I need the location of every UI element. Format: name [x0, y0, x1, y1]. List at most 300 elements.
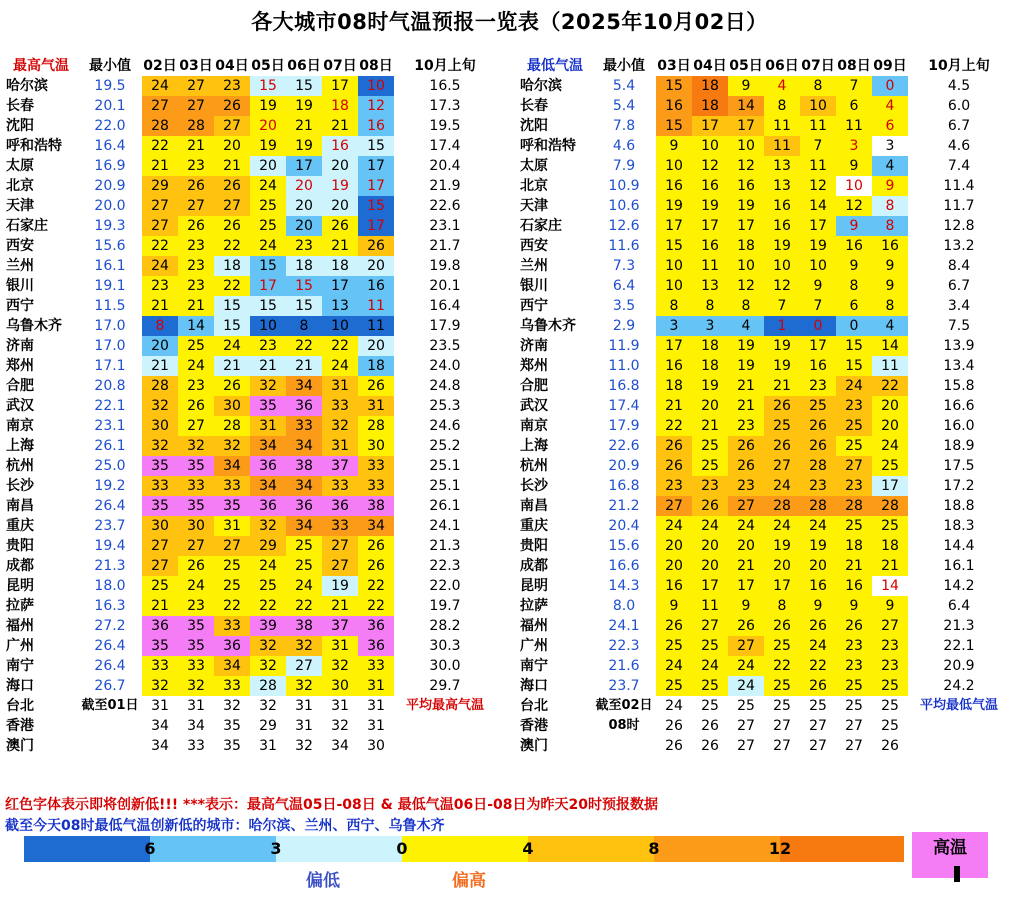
- temp-cell: 7: [800, 296, 836, 316]
- temp-cell: 27: [800, 736, 836, 756]
- temp-cell: 20: [214, 136, 250, 156]
- temp-cell: 24: [214, 336, 250, 356]
- temp-cell: 21: [286, 116, 322, 136]
- temp-cell: 9: [728, 76, 764, 96]
- avg-value: 25.2: [429, 438, 461, 454]
- temp-cell: 3: [692, 316, 728, 336]
- table-row: [518, 136, 1010, 156]
- min-value: [78, 716, 142, 736]
- temp-cell: 25: [250, 196, 286, 216]
- temp-cell: 12: [764, 276, 800, 296]
- table-row: [518, 96, 1010, 116]
- max-temperature-table: [4, 56, 496, 756]
- temp-cell: 31: [142, 696, 178, 716]
- min-value: 20.8: [94, 378, 126, 394]
- avg-value: 7.5: [947, 318, 971, 334]
- temp-cell: 19: [322, 176, 358, 196]
- table-row: [518, 716, 1010, 736]
- city-name: 南宁: [520, 658, 548, 674]
- temp-cell: 22: [800, 656, 836, 676]
- header-day: 07日: [323, 58, 357, 74]
- table-row: [518, 676, 1010, 696]
- temp-cell: 17: [728, 216, 764, 236]
- min-value: 7.3: [612, 258, 636, 274]
- temp-cell: 25: [836, 676, 872, 696]
- avg-value: [394, 716, 496, 736]
- avg-value: 30.0: [429, 658, 461, 674]
- temp-cell: 17: [250, 276, 286, 296]
- temp-cell: 13: [764, 156, 800, 176]
- temp-cell: 24: [728, 676, 764, 696]
- temp-cell: 24: [764, 516, 800, 536]
- temp-cell: 16: [656, 576, 692, 596]
- temp-cell: 26: [800, 676, 836, 696]
- min-value: 3.5: [612, 298, 636, 314]
- temp-cell: 27: [178, 536, 214, 556]
- temp-cell: 13: [322, 296, 358, 316]
- table-row: [4, 496, 496, 516]
- min-value: 2.9: [612, 318, 636, 334]
- avg-value: 4.6: [947, 138, 971, 154]
- table-row: [4, 376, 496, 396]
- temp-cell: 28: [836, 496, 872, 516]
- temp-cell: 35: [178, 616, 214, 636]
- temp-cell: 26: [764, 436, 800, 456]
- temp-cell: 26: [358, 236, 394, 256]
- city-name: 银川: [520, 278, 548, 294]
- city-name: 沈阳: [520, 118, 548, 134]
- temp-cell: 12: [836, 196, 872, 216]
- temp-cell: 7: [764, 296, 800, 316]
- temp-cell: 16: [800, 356, 836, 376]
- min-value: 17.0: [94, 318, 126, 334]
- temp-cell: 23: [872, 656, 908, 676]
- avg-value: 22.1: [943, 638, 975, 654]
- temp-cell: 32: [286, 636, 322, 656]
- temp-cell: 31: [250, 416, 286, 436]
- temp-cell: 36: [142, 616, 178, 636]
- temp-cell: 9: [872, 276, 908, 296]
- temp-cell: 24: [728, 516, 764, 536]
- temp-cell: 28: [872, 496, 908, 516]
- temp-cell: 15: [656, 76, 692, 96]
- table-row: [4, 516, 496, 536]
- temp-cell: 26: [800, 416, 836, 436]
- temp-cell: 18: [692, 356, 728, 376]
- city-name: 杭州: [6, 458, 34, 474]
- temp-cell: 9: [656, 136, 692, 156]
- avg-value: 29.7: [429, 678, 461, 694]
- temp-cell: 15: [286, 76, 322, 96]
- temp-cell: 24: [142, 76, 178, 96]
- city-name: 上海: [520, 438, 548, 454]
- temp-cell: 8: [286, 316, 322, 336]
- avg-value: 19.7: [429, 598, 461, 614]
- table-row: [4, 236, 496, 256]
- temp-cell: 21: [214, 356, 250, 376]
- avg-value: 26.1: [429, 498, 461, 514]
- temp-cell: 8: [764, 96, 800, 116]
- min-value: 16.8: [608, 378, 640, 394]
- temp-cell: 21: [728, 556, 764, 576]
- temp-cell: 21: [178, 136, 214, 156]
- header-day: 08日: [837, 58, 871, 74]
- min-value: 26.4: [94, 658, 126, 674]
- temp-cell: 25: [872, 676, 908, 696]
- temp-cell: 23: [836, 396, 872, 416]
- temp-cell: 4: [872, 96, 908, 116]
- temp-cell: 24: [656, 696, 692, 716]
- temp-cell: 25: [836, 516, 872, 536]
- temp-cell: 29: [250, 536, 286, 556]
- table-row: [4, 456, 496, 476]
- min-value: [592, 736, 656, 756]
- temp-cell: 14: [800, 196, 836, 216]
- city-name: 太原: [6, 158, 34, 174]
- header-day: 07日: [801, 58, 835, 74]
- avg-value: 11.4: [943, 178, 975, 194]
- temp-cell: 34: [214, 656, 250, 676]
- min-value: 8.0: [612, 598, 636, 614]
- temp-cell: 10: [764, 256, 800, 276]
- temp-cell: 11: [692, 596, 728, 616]
- avg-value: 18.8: [943, 498, 975, 514]
- temp-cell: 34: [178, 716, 214, 736]
- temp-cell: 12: [692, 156, 728, 176]
- temp-cell: 6: [872, 116, 908, 136]
- table-row: [518, 636, 1010, 656]
- table-row: [4, 656, 496, 676]
- city-name: 呼和浩特: [6, 138, 62, 154]
- temp-cell: 33: [178, 736, 214, 756]
- min-value: 16.8: [608, 478, 640, 494]
- table-row: [4, 676, 496, 696]
- avg-value: [908, 736, 1010, 756]
- temp-cell: 7: [836, 76, 872, 96]
- table-row: [518, 396, 1010, 416]
- temp-cell: 25: [250, 216, 286, 236]
- temp-cell: 20: [322, 156, 358, 176]
- avg-value: 13.2: [943, 238, 975, 254]
- temp-cell: 17: [358, 156, 394, 176]
- min-value: 22.1: [94, 398, 126, 414]
- city-name: 成都: [6, 558, 34, 574]
- temp-cell: 27: [214, 536, 250, 556]
- temp-cell: 33: [322, 516, 358, 536]
- temp-cell: 28: [764, 496, 800, 516]
- temp-cell: 32: [286, 676, 322, 696]
- temp-cell: 27: [178, 196, 214, 216]
- temp-cell: 22: [250, 596, 286, 616]
- city-name: 福州: [6, 618, 34, 634]
- temp-cell: 36: [250, 456, 286, 476]
- temp-cell: 19: [692, 196, 728, 216]
- avg-value: 16.0: [943, 418, 975, 434]
- temp-cell: 17: [692, 216, 728, 236]
- temp-cell: 18: [656, 376, 692, 396]
- temp-cell: 27: [178, 416, 214, 436]
- header-day: 06日: [287, 58, 321, 74]
- temp-cell: 36: [286, 396, 322, 416]
- temp-cell: 27: [836, 736, 872, 756]
- temp-cell: 11: [692, 256, 728, 276]
- min-value: 23.1: [94, 418, 126, 434]
- temp-cell: 32: [250, 376, 286, 396]
- temp-cell: 26: [358, 376, 394, 396]
- table-row: [518, 456, 1010, 476]
- header-day: 03日: [179, 58, 213, 74]
- table-row: [4, 556, 496, 576]
- temp-cell: 33: [214, 676, 250, 696]
- table-row: [518, 556, 1010, 576]
- table-row: [4, 316, 496, 336]
- temp-cell: 23: [836, 476, 872, 496]
- city-name: 南昌: [6, 498, 34, 514]
- avg-label-note: [908, 716, 1010, 736]
- note-red-font: 红色字体表示即将创新低!!! ***表示：最高气温05日-08日 & 最低气温06日-08日为昨天20时预报数据: [5, 797, 658, 813]
- city-name: 西宁: [520, 298, 548, 314]
- table-header-row: [518, 56, 1010, 76]
- temp-cell: 21: [322, 596, 358, 616]
- temp-cell: 33: [214, 616, 250, 636]
- temp-cell: 35: [214, 736, 250, 756]
- temp-cell: 8: [872, 296, 908, 316]
- temp-cell: 16: [656, 356, 692, 376]
- city-name: 西宁: [6, 298, 34, 314]
- temp-cell: 4: [764, 76, 800, 96]
- temp-cell: 26: [692, 496, 728, 516]
- temp-cell: 27: [214, 116, 250, 136]
- temp-cell: 31: [286, 716, 322, 736]
- min-value: 22.6: [608, 438, 640, 454]
- temp-cell: 35: [142, 496, 178, 516]
- min-value: 23.7: [94, 518, 126, 534]
- temp-cell: 36: [286, 496, 322, 516]
- city-name: 哈尔滨: [6, 78, 48, 94]
- temp-cell: 29: [250, 716, 286, 736]
- color-legend-bar: [24, 836, 904, 862]
- table-row: [518, 516, 1010, 536]
- temp-cell: 32: [178, 436, 214, 456]
- temp-cell: 27: [142, 196, 178, 216]
- temp-cell: 16: [692, 236, 728, 256]
- temp-cell: 20: [286, 196, 322, 216]
- table-row: [518, 356, 1010, 376]
- temp-cell: 15: [836, 356, 872, 376]
- temp-cell: 23: [656, 476, 692, 496]
- temp-cell: 21: [836, 556, 872, 576]
- temp-cell: 18: [322, 256, 358, 276]
- min-value: 25.0: [94, 458, 126, 474]
- temp-cell: 8: [728, 296, 764, 316]
- avg-value: 14.4: [943, 538, 975, 554]
- temp-cell: 20: [322, 196, 358, 216]
- temp-cell: 27: [178, 96, 214, 116]
- temp-cell: 25: [872, 456, 908, 476]
- header-title: 最高气温: [4, 56, 78, 76]
- table-row: [518, 616, 1010, 636]
- table-row: [4, 96, 496, 116]
- table-row: [518, 116, 1010, 136]
- temp-cell: 33: [142, 656, 178, 676]
- temp-cell: 7: [800, 136, 836, 156]
- temp-cell: 0: [872, 76, 908, 96]
- city-name: 贵阳: [6, 538, 34, 554]
- temp-cell: 33: [322, 476, 358, 496]
- min-value: 19.4: [94, 538, 126, 554]
- temp-cell: 23: [214, 76, 250, 96]
- temp-cell: 20: [286, 176, 322, 196]
- temp-cell: 22: [656, 416, 692, 436]
- table-row: [4, 596, 496, 616]
- temp-cell: 20: [358, 336, 394, 356]
- temp-cell: 27: [322, 536, 358, 556]
- temp-cell: 14: [178, 316, 214, 336]
- temp-cell: 6: [836, 296, 872, 316]
- temp-cell: 22: [214, 236, 250, 256]
- header-day: 06日: [765, 58, 799, 74]
- temp-cell: 23: [142, 276, 178, 296]
- temp-cell: 15: [358, 196, 394, 216]
- min-value: 11.5: [94, 298, 126, 314]
- temp-cell: 21: [142, 356, 178, 376]
- city-name: 香港: [6, 718, 34, 734]
- min-value: 26.7: [94, 678, 126, 694]
- temp-cell: 22: [764, 656, 800, 676]
- temp-cell: 20: [250, 156, 286, 176]
- avg-value: 20.4: [429, 158, 461, 174]
- temp-cell: 19: [286, 136, 322, 156]
- avg-value: 24.2: [943, 678, 975, 694]
- avg-value: 13.9: [943, 338, 975, 354]
- city-name: 长春: [6, 98, 34, 114]
- temp-cell: 24: [800, 636, 836, 656]
- temp-cell: 36: [358, 616, 394, 636]
- temp-cell: 19: [322, 576, 358, 596]
- min-value: 18.0: [94, 578, 126, 594]
- temp-cell: 21: [142, 296, 178, 316]
- table-row: [518, 536, 1010, 556]
- table-row: [4, 76, 496, 96]
- city-name: 天津: [520, 198, 548, 214]
- avg-value: 11.7: [943, 198, 975, 214]
- temp-cell: 22: [142, 136, 178, 156]
- avg-value: 17.5: [943, 458, 975, 474]
- temp-cell: 23: [178, 276, 214, 296]
- temp-cell: 20: [250, 116, 286, 136]
- avg-value: 22.6: [429, 198, 461, 214]
- temp-cell: 26: [692, 716, 728, 736]
- temp-cell: 25: [764, 696, 800, 716]
- city-name: 兰州: [6, 258, 34, 274]
- temp-cell: 31: [322, 436, 358, 456]
- temp-cell: 18: [322, 96, 358, 116]
- temp-cell: 8: [872, 196, 908, 216]
- temp-cell: 16: [692, 176, 728, 196]
- temp-cell: 20: [764, 556, 800, 576]
- avg-value: 20.1: [429, 278, 461, 294]
- min-value: 20.1: [94, 98, 126, 114]
- temp-cell: 8: [836, 276, 872, 296]
- table-row: [4, 196, 496, 216]
- temp-cell: 20: [800, 556, 836, 576]
- temp-cell: 23: [250, 336, 286, 356]
- city-name: 合肥: [520, 378, 548, 394]
- temp-cell: 10: [728, 136, 764, 156]
- table-row: [518, 336, 1010, 356]
- min-value: 10.9: [608, 178, 640, 194]
- avg-value: 22.3: [429, 558, 461, 574]
- temp-cell: 0: [800, 316, 836, 336]
- city-name: 武汉: [6, 398, 34, 414]
- temp-cell: 19: [764, 336, 800, 356]
- temp-cell: 12: [728, 276, 764, 296]
- city-name: 济南: [6, 338, 34, 354]
- temp-cell: 15: [286, 296, 322, 316]
- table-row: [4, 416, 496, 436]
- header-avg-label: 10月上旬: [414, 58, 476, 74]
- city-name: 乌鲁木齐: [520, 318, 576, 334]
- avg-value: 6.0: [947, 98, 971, 114]
- temp-cell: 22: [214, 276, 250, 296]
- city-name: 广州: [6, 638, 34, 654]
- temp-cell: 26: [214, 216, 250, 236]
- min-value: 16.9: [94, 158, 126, 174]
- temp-cell: 24: [322, 356, 358, 376]
- avg-value: 21.3: [429, 538, 461, 554]
- temp-cell: 32: [322, 416, 358, 436]
- min-value: 11.0: [608, 358, 640, 374]
- city-name: 郑州: [520, 358, 548, 374]
- temp-cell: 25: [836, 416, 872, 436]
- temp-cell: 26: [178, 216, 214, 236]
- temp-cell: 19: [692, 376, 728, 396]
- temp-cell: 23: [872, 636, 908, 656]
- avg-value: 20.9: [943, 658, 975, 674]
- temp-cell: 9: [800, 276, 836, 296]
- temp-cell: 33: [358, 656, 394, 676]
- avg-value: 17.4: [429, 138, 461, 154]
- temp-cell: 9: [728, 596, 764, 616]
- table-row: [518, 236, 1010, 256]
- min-value: 21.3: [94, 558, 126, 574]
- temp-cell: 23: [800, 376, 836, 396]
- avg-value: 7.4: [947, 158, 971, 174]
- temp-cell: 34: [286, 436, 322, 456]
- temp-cell: 11: [836, 116, 872, 136]
- temp-cell: 19: [250, 96, 286, 116]
- header-title: 最低气温: [518, 56, 592, 76]
- temp-cell: 19: [764, 236, 800, 256]
- temp-cell: 25: [286, 556, 322, 576]
- temp-cell: 21: [178, 296, 214, 316]
- min-value: 26.4: [94, 638, 126, 654]
- temp-cell: 32: [142, 436, 178, 456]
- legend-seg-pale-blue: [276, 836, 402, 862]
- temp-cell: 20: [286, 216, 322, 236]
- temp-cell: 25: [656, 636, 692, 656]
- temp-cell: 26: [764, 396, 800, 416]
- min-value: 12.6: [608, 218, 640, 234]
- table-row: [4, 576, 496, 596]
- temp-cell: 36: [322, 496, 358, 516]
- temp-cell: 27: [142, 96, 178, 116]
- min-value: 16.6: [608, 558, 640, 574]
- city-name: 太原: [520, 158, 548, 174]
- temp-cell: 6: [836, 96, 872, 116]
- table-row: [4, 636, 496, 656]
- temp-cell: 24: [872, 436, 908, 456]
